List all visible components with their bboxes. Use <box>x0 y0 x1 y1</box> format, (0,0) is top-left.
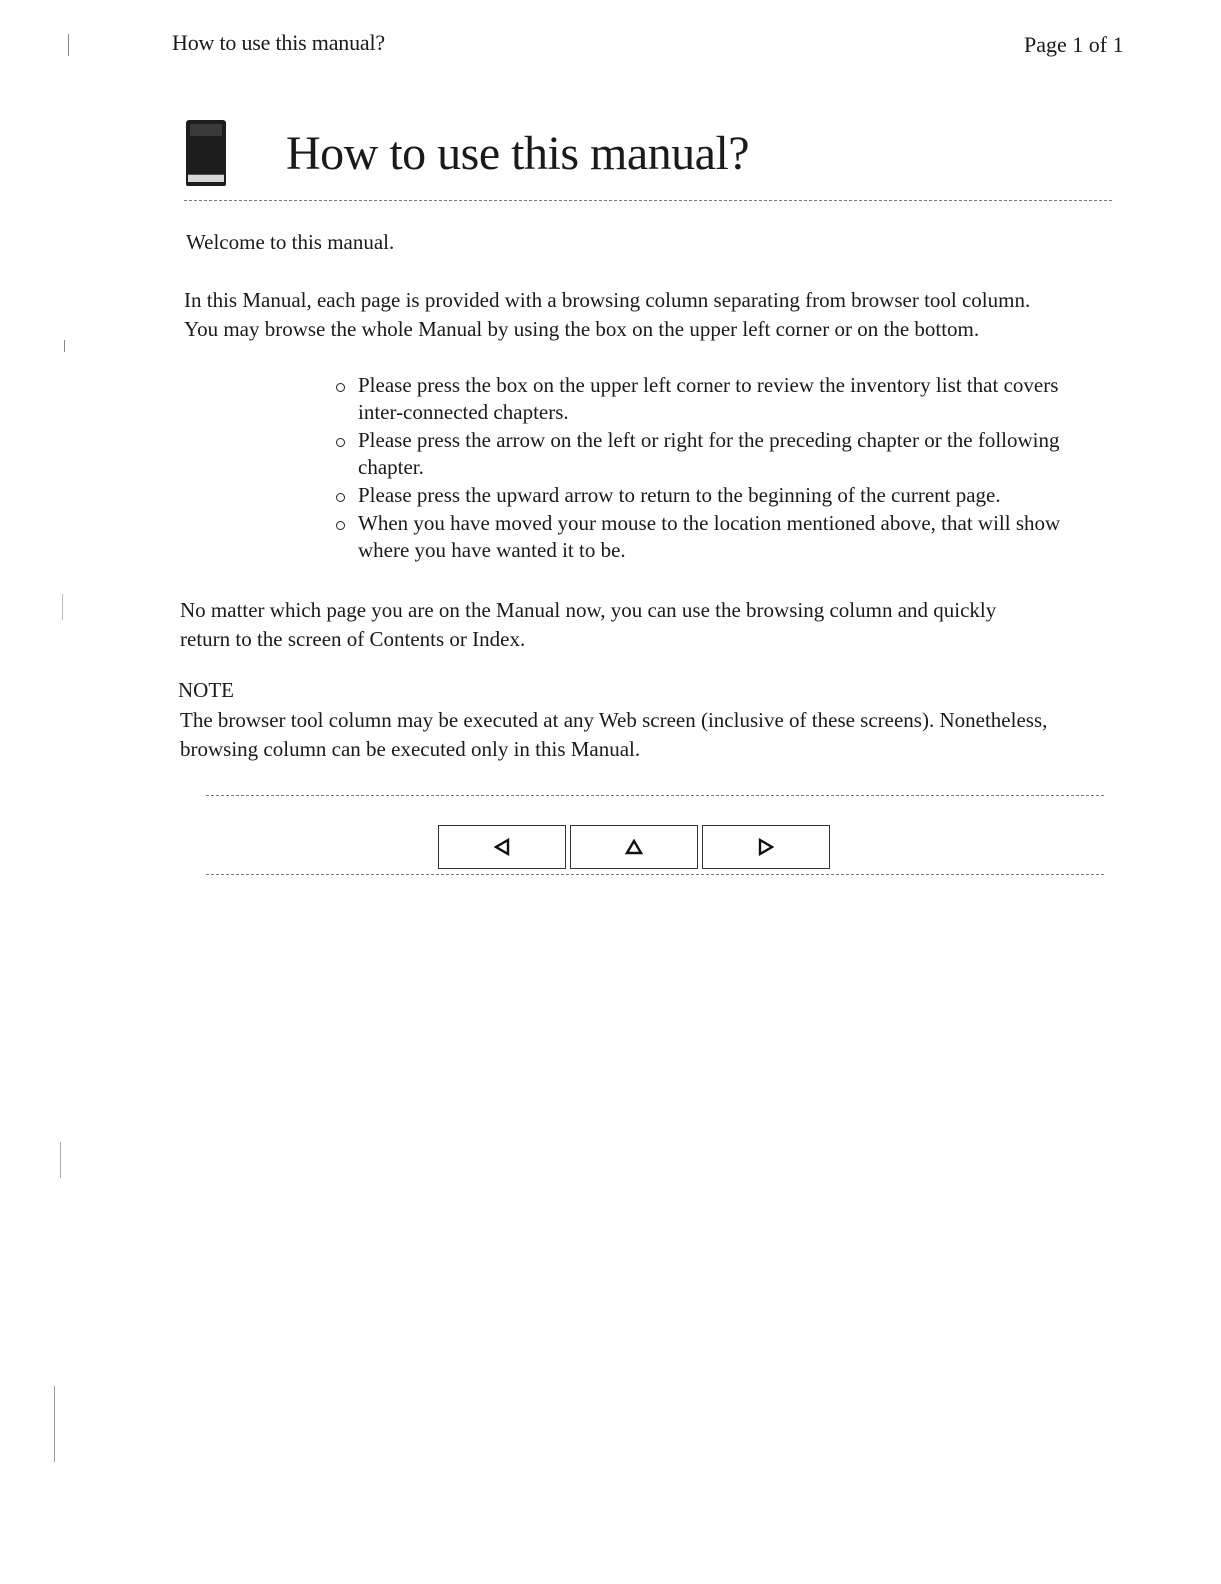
footer-divider-top <box>206 795 1104 796</box>
bullet-circle-icon <box>336 521 345 530</box>
right-arrow-icon <box>758 838 774 856</box>
list-item <box>336 372 1066 426</box>
contents-book-icon[interactable] <box>186 120 226 186</box>
list-item-text: Please press the box on the upper left corner to review the inventory list that covers inter-connected chapters. <box>358 373 1059 424</box>
browsing-paragraph <box>180 596 1120 654</box>
bullet-circle-icon <box>336 383 345 392</box>
intro-paragraph <box>184 286 1114 344</box>
page-top-button[interactable] <box>570 825 698 869</box>
intro-line: You may browse the whole Manual by using the box on the upper left corner or on the bottom. <box>184 317 980 341</box>
note-line: The browser tool column may be executed at any Web screen (inclusive of these screens). Nonetheless, <box>180 708 1048 732</box>
list-item-text: Please press the upward arrow to return to the beginning of the current page. <box>358 483 1001 507</box>
previous-chapter-button[interactable] <box>438 825 566 869</box>
instruction-list <box>336 372 1066 565</box>
scan-margin-mark <box>64 340 65 352</box>
scan-margin-mark <box>60 1142 61 1178</box>
scan-margin-mark <box>54 1386 55 1462</box>
list-item-text: Please press the arrow on the left or right for the preceding chapter or the following chapter. <box>358 428 1060 479</box>
browsing-line: return to the screen of Contents or Index. <box>180 627 526 651</box>
note-heading: NOTE <box>178 678 234 702</box>
browsing-column <box>438 825 830 869</box>
list-item-text: When you have moved your mouse to the location mentioned above, that will show where you have wanted it to be. <box>358 511 1061 562</box>
bullet-circle-icon <box>336 438 345 447</box>
note-line: browsing column can be executed only in this Manual. <box>180 737 641 761</box>
footer-divider-bottom <box>206 874 1104 875</box>
scan-margin-mark <box>68 34 69 56</box>
list-item <box>336 427 1066 481</box>
list-item <box>336 482 1066 509</box>
title-divider <box>184 200 1112 201</box>
scan-margin-mark <box>62 594 63 620</box>
next-chapter-button[interactable] <box>702 825 830 869</box>
note-body <box>180 706 1140 764</box>
intro-line: In this Manual, each page is provided with a browsing column separating from browser tool column. <box>184 288 1031 312</box>
browsing-line: No matter which page you are on the Manual now, you can use the browsing column and quickly <box>180 598 997 622</box>
bullet-circle-icon <box>336 493 345 502</box>
page-title: How to use this manual? <box>286 127 750 180</box>
list-item <box>336 510 1066 564</box>
running-header-title: How to use this manual? <box>172 30 385 55</box>
up-arrow-icon <box>625 839 643 855</box>
welcome-text: Welcome to this manual. <box>186 230 395 254</box>
left-arrow-icon <box>494 838 510 856</box>
page-indicator: Page 1 of 1 <box>1024 32 1124 57</box>
